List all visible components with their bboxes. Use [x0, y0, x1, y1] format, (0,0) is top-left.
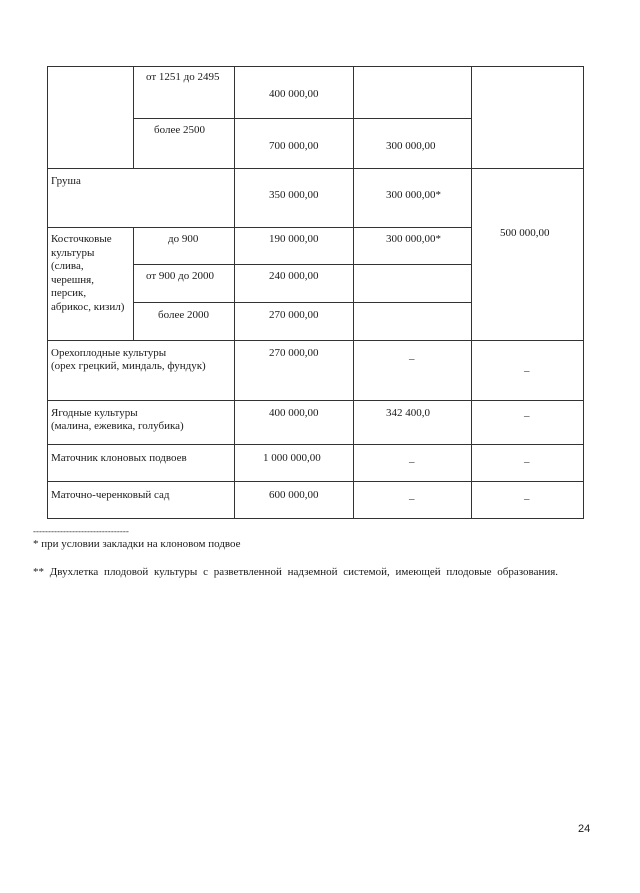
table-row [48, 169, 584, 228]
page-number: 24 [578, 823, 591, 835]
footnote-1: * при условии закладки на клоновом подвое [33, 538, 241, 550]
crop-name-stone: Косточковые культуры (слива, черешня, персик, абрикос, кизил) [51, 233, 125, 313]
table-row [48, 67, 584, 119]
area-range: от 1251 до 2495 [146, 71, 220, 83]
rate-value: 350 000,00 [269, 189, 319, 201]
crop-name: Маточно-черенковый сад [51, 489, 170, 501]
rate-value-2: – [409, 456, 415, 468]
rate-value: 270 000,00 [269, 309, 319, 321]
rate-value: 240 000,00 [269, 270, 319, 282]
rate-value: 400 000,00 [269, 407, 319, 419]
crop-name: Груша [51, 175, 81, 187]
area-range: более 2000 [158, 309, 209, 321]
rate-value-2: 342 400,0 [386, 407, 430, 419]
rate-value: 1 000 000,00 [263, 452, 321, 464]
table-row [48, 401, 584, 445]
rate-value: 600 000,00 [269, 489, 319, 501]
area-range: до 900 [168, 233, 199, 245]
area-range: от 900 до 2000 [146, 270, 215, 282]
table-row [48, 445, 584, 482]
rate-value-2: 300 000,00 [386, 140, 436, 152]
empty-cell [48, 67, 134, 169]
rate-value: 190 000,00 [269, 233, 319, 245]
rate-value: 270 000,00 [269, 347, 319, 359]
rate-value-3: – [524, 456, 530, 468]
empty-cell [472, 67, 584, 169]
rate-value: 700 000,00 [269, 140, 319, 152]
table-row [48, 482, 584, 519]
rate-value-3: – [524, 410, 530, 422]
rate-value-3: – [524, 365, 530, 377]
footnote-2: ** Двухлетка плодовой культуры с разветвленной надземной системой, имеющей плодовые образования. [33, 566, 559, 578]
table-row [48, 341, 584, 401]
rate-value: 400 000,00 [269, 88, 319, 100]
subsidy-rates-table [47, 66, 584, 519]
rate-value-2: 300 000,00* [386, 233, 441, 245]
crop-name: Орехоплодные культуры (орех грецкий, миндаль, фундук) [51, 347, 206, 372]
footnote-separator: -------------------------------- [33, 526, 129, 536]
crop-name: Ягодные культуры (малина, ежевика, голубика) [51, 407, 184, 432]
rate-value-3: – [524, 493, 530, 505]
shared-rate-value: 500 000,00 [500, 227, 550, 239]
crop-name: Маточник клоновых подвоев [51, 452, 187, 464]
area-range: более 2500 [154, 124, 205, 136]
rate-value-2: – [409, 493, 415, 505]
rate-value-2: 300 000,00* [386, 189, 441, 201]
rate-value-2: – [409, 353, 415, 365]
